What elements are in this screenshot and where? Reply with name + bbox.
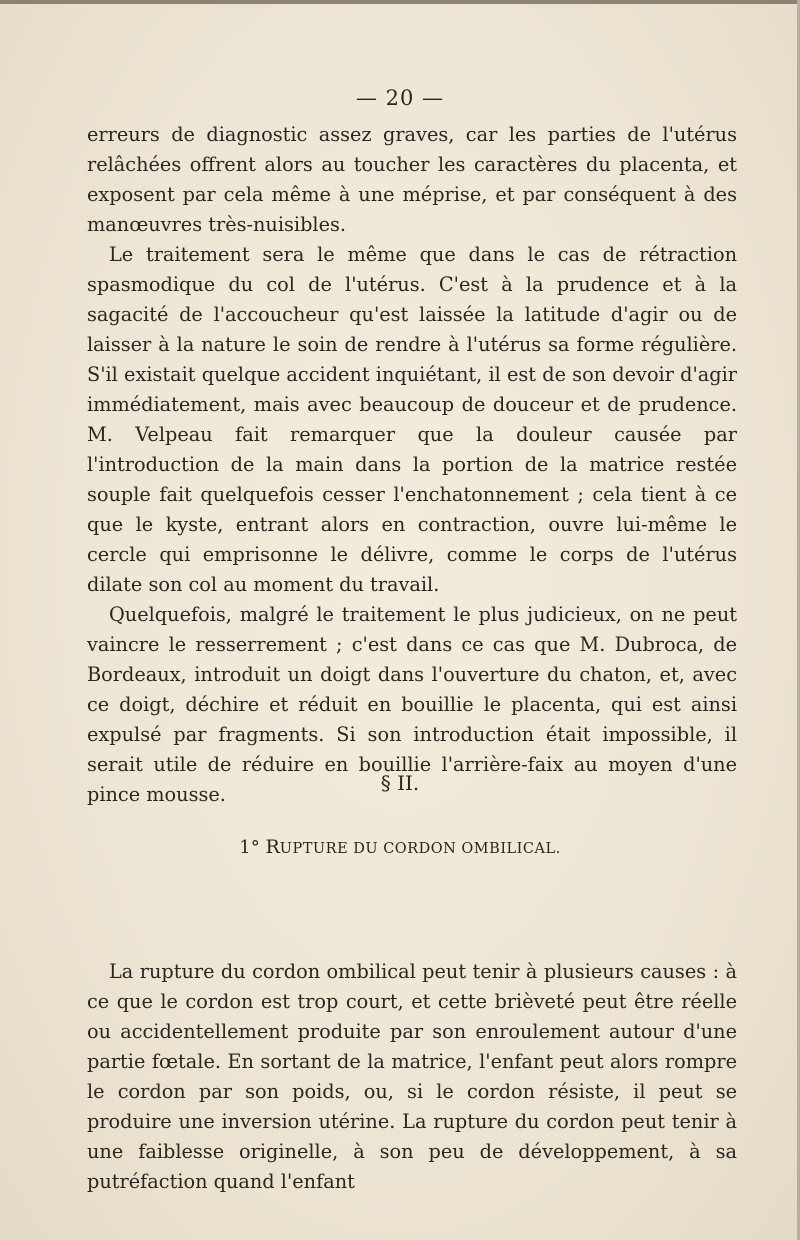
paragraph-cord-rupture: La rupture du cordon ombilical peut tenir à plusieurs causes : à ce que le cordon est trop court, et cette brièveté peut être réelle ou accidentellement produite par son enroulement autour d'une partie fœtale. En sortant de la matrice, l'enfant peut alors rompre le cordon par son poids, ou, si le cordon résiste, il peut se produire une inversion utérine. La rupture du cordon peut tenir à une faiblesse originelle, à son peu de développement, à sa putréfaction quand l'enfant	[87, 960, 737, 1193]
paragraph-continuation: erreurs de diagnostic assez graves, car les parties de l'utérus relâchées offrent alors au toucher les caractères du placenta, et exposent par cela même à une méprise, et par conséquent à des manœuvres très-nuisibles.	[87, 123, 737, 236]
body-text-top	[87, 120, 737, 810]
subheading-number: 1°	[239, 837, 260, 858]
paragraph-treatment: Le traitement sera le même que dans le cas de rétraction spasmodique du col de l'utérus. C'est à la prudence et à la sagacité de l'accoucheur qu'est laissée la latitude d'agir ou de laisser à la nature le soin de rendre à l'utérus sa forme régulière. S'il existait quelque accident inquiétant, il est de son devoir d'agir immédiatement, mais avec beaucoup de douceur et de prudence. M. Velpeau fait remarquer que la douleur causée par l'introduction de la main dans la portion de la matrice restée souple fait quelquefois cesser l'enchatonnement ; cela tient à ce que le kyste, entrant alors en contraction, ouvre lui-même le cercle qui emprisonne le délivre, comme le corps de l'utérus dilate son col au moment du travail.	[87, 243, 737, 596]
section-subheading	[0, 836, 800, 858]
subheading-rest: UPTURE DU CORDON OMBILICAL.	[279, 841, 561, 857]
section-heading: § II.	[380, 771, 420, 795]
paragraph-dubroca: Quelquefois, malgré le traitement le plus judicieux, on ne peut vaincre le resserrement ; c'est dans ce cas que M. Dubroca, de Bordeaux, introduit un doigt dans l'ouverture du chaton, et, avec ce doigt, déchire et réduit en bouillie le placenta, qui est ainsi expulsé par fragments. Si son introduction était impossible, il serait utile de réduire en bouillie l'arrière-faix au moyen d'une pince mousse.	[87, 603, 737, 806]
subheading-initial: R	[265, 836, 280, 858]
body-text-bottom	[87, 957, 737, 1197]
page-number: — 20 —	[355, 86, 445, 110]
page-top-edge	[0, 0, 800, 4]
